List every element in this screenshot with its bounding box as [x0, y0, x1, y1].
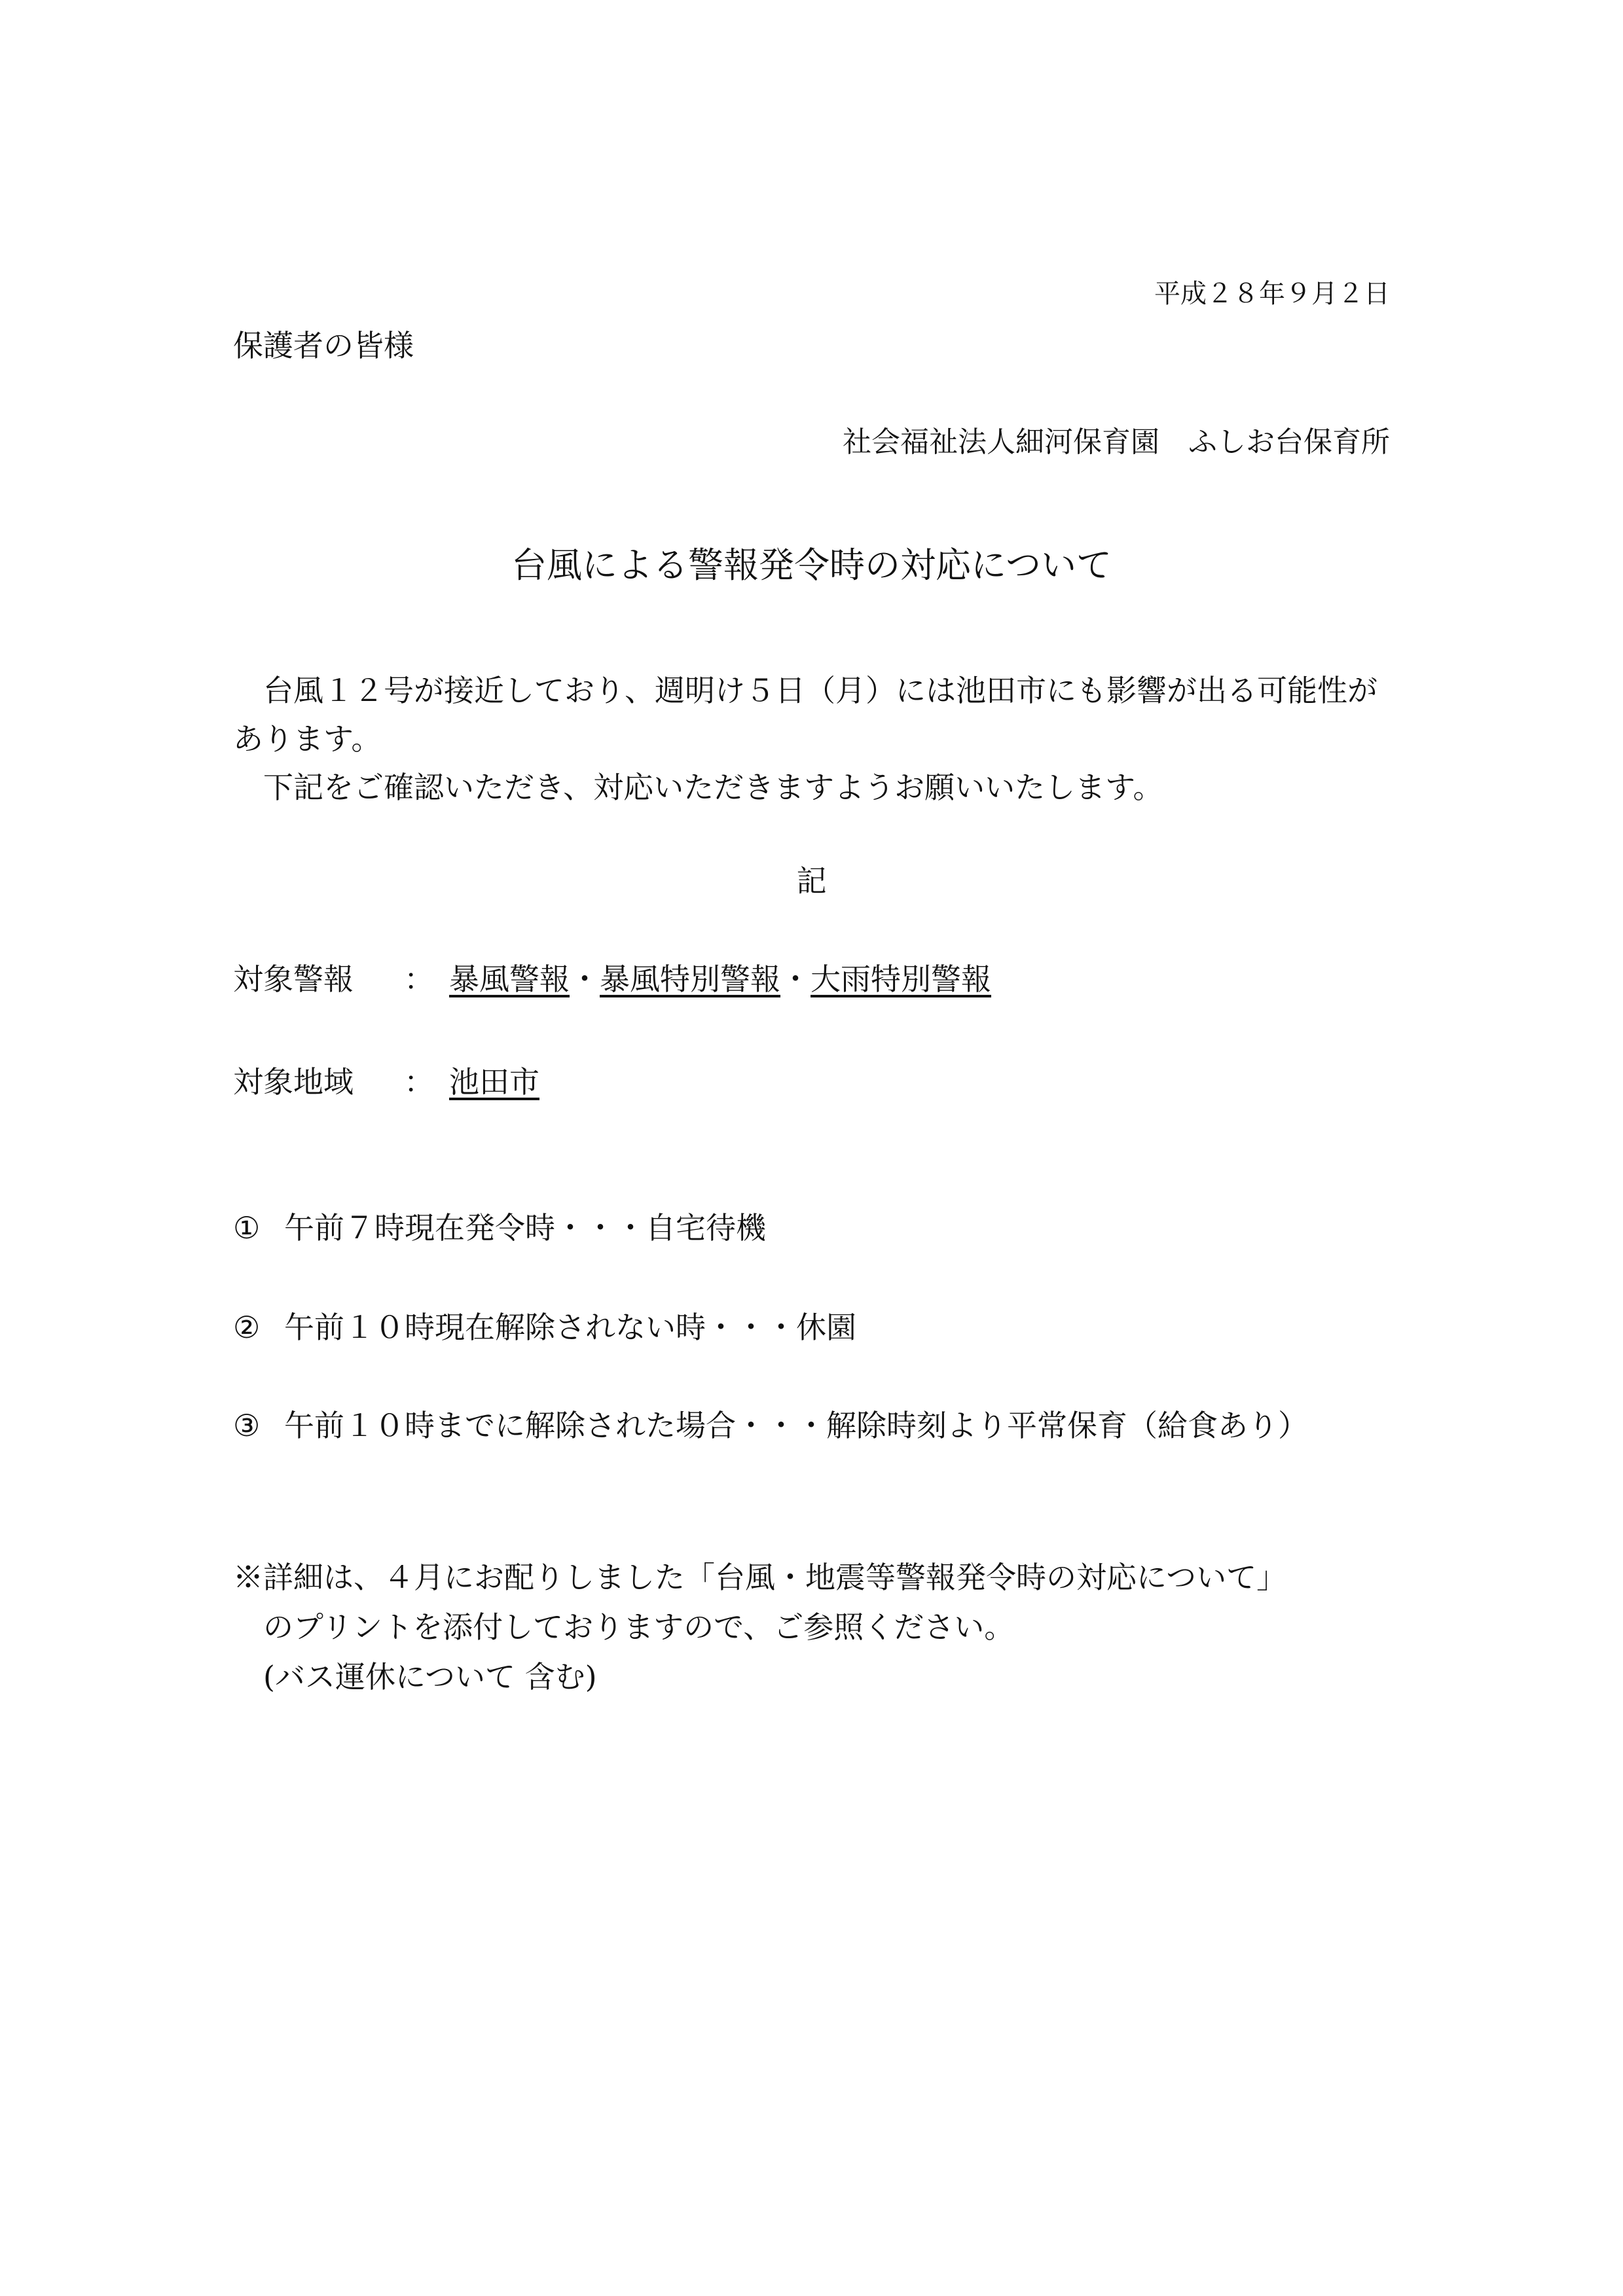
target-warnings-label: 対象警報 [233, 961, 354, 997]
body-paragraph-1: 台風１２号が接近しており、週明け５日（月）には池田市にも影響が出る可能性があります。 [233, 673, 1377, 757]
recipient-line: 保護者の皆様 [233, 328, 414, 363]
target-warnings-colon: ： [404, 961, 434, 997]
warning-storm: 暴風警報 [449, 961, 570, 997]
target-region-value: 池田市 [449, 1064, 539, 1100]
target-region-colon: ： [404, 1064, 434, 1100]
case-text-1: 午前７時現在発令時・・・自宅待機 [284, 1210, 766, 1246]
note-line-2: のプリントを添付しておりますので、ご参照ください。 [263, 1609, 1015, 1645]
case-item-2 [233, 1309, 856, 1347]
warning-separator-2: ・ [780, 961, 811, 997]
note-block [233, 1552, 1405, 1702]
case-number-3: ③ [233, 1408, 261, 1443]
sender-line: 社会福祉法人細河保育園 ふしお台保育所 [843, 425, 1390, 459]
issue-date: 平成２８年９月２日 [1154, 279, 1390, 309]
target-warnings-row [233, 961, 991, 999]
document-title: 台風による警報発令時の対応について [511, 545, 1112, 586]
note-line-1: ※詳細は、４月にお配りしました「台風・地震等警報発令時の対応について」 [233, 1560, 1287, 1595]
case-text-2: 午前１０時現在解除されない時・・・休園 [284, 1310, 856, 1345]
case-text-3: 午前１０時までに解除された場合・・・解除時刻より平常保育（給食あり） [284, 1408, 1308, 1443]
warning-heavy-rain-special: 大雨特別警報 [811, 961, 991, 997]
case-number-2: ② [233, 1310, 261, 1345]
case-number-1: ① [233, 1210, 261, 1246]
warning-separator-1: ・ [570, 961, 600, 997]
ki-heading: 記 [796, 863, 827, 899]
body-paragraph-2: 下記をご確認いただき、対応いただきますようお願いいたします。 [263, 770, 1163, 805]
target-region-label: 対象地域 [233, 1064, 354, 1100]
note-line-3: (バス運休について 含む) [263, 1659, 597, 1695]
target-region-row [233, 1064, 539, 1102]
body-text [233, 666, 1398, 812]
case-item-1 [233, 1210, 766, 1247]
warning-storm-special: 暴風特別警報 [600, 961, 780, 997]
case-item-3 [233, 1407, 1308, 1445]
